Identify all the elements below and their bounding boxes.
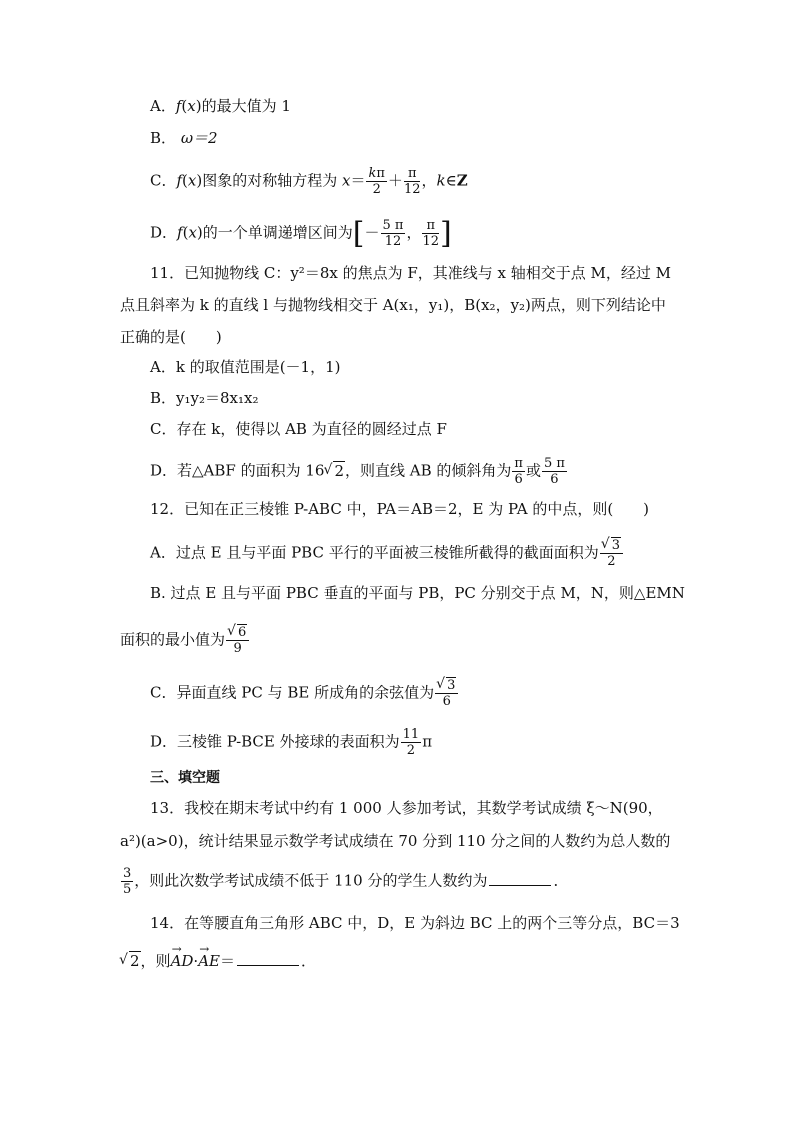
q10-option-b: B． ω＝2 (150, 129, 218, 147)
q10-option-a: A．f(x)的最大值为 1 (150, 97, 291, 115)
q14-stem-line2: √ 2，则→ AD·→ AE＝ ． (120, 950, 316, 972)
q13-stem-line3: $\frac{3}{5}$ ，则此次数学考试成绩不低于 110 分的学生人数约为 ． (123, 866, 569, 897)
q10-option-c: C．f(x)图象的对称轴方程为 x＝ $\frac{k\pi}{2}$ ＋ $\frac{\pi}{12}$ ，k∈Z (150, 166, 468, 197)
fraction-11-over-2: $\frac{11}{2}$ (402, 727, 420, 758)
fraction-5pi-over-12: $\frac{5 \pi}{12}$ (382, 218, 404, 249)
answer-blank-14 (237, 951, 299, 966)
q11-option-d: D．若△ABF 的面积为 16√ 2，则直线 AB 的倾斜角为 $\frac{\pi}{6}$ 或 $\frac{5 \pi}{6}$ (150, 456, 568, 487)
fraction-5pi-over-6: $\frac{5 \pi}{6}$ (543, 456, 565, 487)
q13-stem-line2: a²)(a>0)，统计结果显示数学考试成绩在 70 分到 110 分之间的人数约为总人数的 (120, 832, 671, 850)
q11-stem-line2: 点且斜率为 k 的直线 l 与抛物线相交于 A(x₁，y₁)，B(x₂，y₂)两点，则下列结论中 (120, 296, 666, 314)
q11-option-c: C．存在 k，使得以 AB 为直径的圆经过点 F (150, 420, 447, 438)
q13-stem-line1: 13．我校在期末考试中约有 1 000 人参加考试，其数学考试成绩 ξ～N(90， (150, 799, 663, 817)
vector-ae: → AE (198, 950, 220, 972)
q12-stem: 12．已知在正三棱锥 P-ABC 中，PA＝AB＝2，E 为 PA 的中点，则( ) (150, 500, 650, 518)
sqrt-2-b: √ 2 (120, 950, 141, 972)
q12-option-b-line2: 面积的最小值为 √ $\frac{6}{9}$ (120, 625, 250, 656)
fraction-pi-over-12-b: $\frac{\pi}{12}$ (422, 218, 440, 249)
q11-option-a: A．k 的取值范围是(－1，1) (150, 358, 341, 376)
q12-option-c: C．异面直线 PC 与 BE 所成角的余弦值为 √ $\frac{3}{6}$ (150, 678, 459, 709)
q11-stem-line1: 11．已知抛物线 C：y²＝8x 的焦点为 F，其准线与 x 轴相交于点 M，经过 M (150, 264, 672, 282)
fraction-pi-over-12: $\frac{\pi}{12}$ (403, 166, 421, 197)
fraction-sqrt3-over-6: √ $\frac{3}{6}$ (435, 678, 458, 709)
q12-option-d: D．三棱锥 P-BCE 外接球的表面积为 $\frac{11}{2}$ π (150, 727, 433, 758)
q11-stem-line3: 正确的是( ) (120, 328, 222, 346)
fraction-pi-over-6: $\frac{\pi}{6}$ (514, 456, 523, 487)
q11-option-b: B．y₁y₂＝8x₁x₂ (150, 389, 259, 407)
section-heading-fill-in: 三、填空题 (150, 770, 220, 786)
q10-option-d: D．f(x)的一个单调递增区间为[－ $\frac{5 \pi}{12}$ ， $\frac{\pi}{12}$ ] (150, 215, 452, 251)
fraction-3-over-5: $\frac{3}{5}$ (123, 866, 132, 897)
fraction-sqrt3-over-2: √ $\frac{3}{2}$ (600, 538, 623, 569)
q12-option-b-line1: B. 过点 E 且与平面 PBC 垂直的平面与 PB，PC 分别交于点 M，N，则△EMN (150, 584, 685, 602)
answer-blank-13 (489, 871, 551, 886)
q12-option-a: A．过点 E 且与平面 PBC 平行的平面被三棱锥所截得的截面面积为 √ $\frac{3}{2}$ (150, 538, 624, 569)
sqrt-2: √ 2 (324, 460, 345, 482)
q14-stem-line1: 14．在等腰直角三角形 ABC 中，D，E 为斜边 BC 上的两个三等分点，BC＝3 (150, 914, 680, 932)
vector-ad: → AD (171, 950, 194, 972)
fraction-sqrt6-over-9: √ $\frac{6}{9}$ (226, 625, 249, 656)
fraction-k-pi-over-2: $\frac{k\pi}{2}$ (368, 166, 385, 197)
